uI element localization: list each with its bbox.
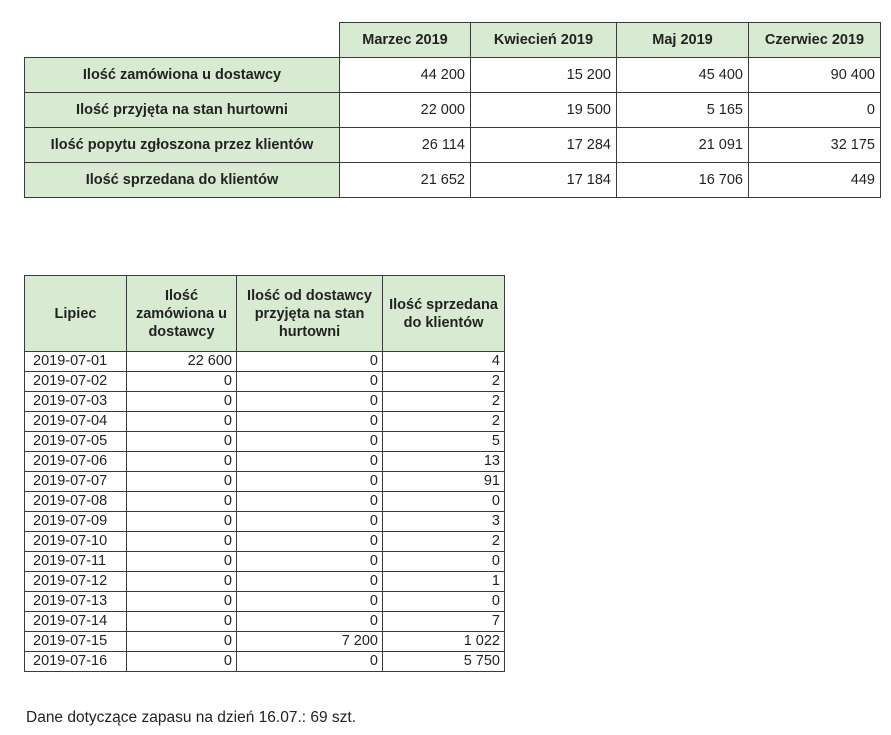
summary-cell: 21 091 <box>617 128 749 163</box>
daily-date-cell: 2019-07-05 <box>25 432 127 452</box>
summary-cell: 32 175 <box>749 128 881 163</box>
daily-received-cell: 0 <box>237 612 383 632</box>
summary-row <box>25 163 881 198</box>
daily-ordered-cell: 0 <box>127 432 237 452</box>
daily-ordered-cell: 0 <box>127 612 237 632</box>
daily-date-cell: 2019-07-02 <box>25 372 127 392</box>
daily-sold-cell: 1 022 <box>383 632 505 652</box>
summary-row-label: Ilość sprzedana do klientów <box>25 163 340 198</box>
table-row <box>25 572 505 592</box>
daily-received-cell: 0 <box>237 652 383 672</box>
daily-received-cell: 0 <box>237 492 383 512</box>
summary-month-header: Kwiecień 2019 <box>471 23 617 58</box>
daily-ordered-cell: 0 <box>127 472 237 492</box>
daily-date-cell: 2019-07-11 <box>25 552 127 572</box>
daily-header-ordered: Ilość zamówiona u dostawcy <box>127 276 237 352</box>
daily-sold-cell: 3 <box>383 512 505 532</box>
stock-note: Dane dotyczące zapasu na dzień 16.07.: 69 szt. <box>26 709 357 726</box>
summary-row-label: Ilość przyjęta na stan hurtowni <box>25 93 340 128</box>
daily-ordered-cell: 0 <box>127 512 237 532</box>
monthly-summary-table <box>24 22 881 198</box>
table-row <box>25 372 505 392</box>
summary-row <box>25 93 881 128</box>
table-row <box>25 532 505 552</box>
summary-row-label: Ilość zamówiona u dostawcy <box>25 58 340 93</box>
daily-date-cell: 2019-07-09 <box>25 512 127 532</box>
table-row <box>25 492 505 512</box>
summary-month-header: Czerwiec 2019 <box>749 23 881 58</box>
summary-cell: 26 114 <box>340 128 471 163</box>
daily-received-cell: 0 <box>237 412 383 432</box>
daily-ordered-cell: 0 <box>127 652 237 672</box>
daily-sold-cell: 91 <box>383 472 505 492</box>
daily-july-table <box>24 275 505 672</box>
daily-date-cell: 2019-07-06 <box>25 452 127 472</box>
table-row <box>25 592 505 612</box>
table-row <box>25 352 505 372</box>
daily-sold-cell: 2 <box>383 412 505 432</box>
table-row <box>25 472 505 492</box>
summary-cell: 21 652 <box>340 163 471 198</box>
summary-row <box>25 58 881 93</box>
daily-date-cell: 2019-07-01 <box>25 352 127 372</box>
summary-header-row <box>25 23 881 58</box>
summary-cell: 5 165 <box>617 93 749 128</box>
daily-table-body <box>25 352 505 672</box>
summary-corner-cell <box>25 23 340 58</box>
daily-received-cell: 0 <box>237 352 383 372</box>
table-row <box>25 652 505 672</box>
daily-received-cell: 0 <box>237 472 383 492</box>
daily-ordered-cell: 0 <box>127 632 237 652</box>
daily-received-cell: 0 <box>237 552 383 572</box>
daily-sold-cell: 4 <box>383 352 505 372</box>
summary-month-header: Marzec 2019 <box>340 23 471 58</box>
daily-ordered-cell: 0 <box>127 392 237 412</box>
summary-cell: 19 500 <box>471 93 617 128</box>
daily-ordered-cell: 22 600 <box>127 352 237 372</box>
daily-date-cell: 2019-07-12 <box>25 572 127 592</box>
daily-ordered-cell: 0 <box>127 532 237 552</box>
daily-header-month: Lipiec <box>25 276 127 352</box>
daily-received-cell: 0 <box>237 512 383 532</box>
summary-cell: 0 <box>749 93 881 128</box>
daily-ordered-cell: 0 <box>127 552 237 572</box>
table-row <box>25 552 505 572</box>
daily-ordered-cell: 0 <box>127 412 237 432</box>
daily-received-cell: 0 <box>237 592 383 612</box>
table-row <box>25 432 505 452</box>
daily-sold-cell: 7 <box>383 612 505 632</box>
summary-row-label: Ilość popytu zgłoszona przez klientów <box>25 128 340 163</box>
daily-date-cell: 2019-07-13 <box>25 592 127 612</box>
daily-received-cell: 7 200 <box>237 632 383 652</box>
daily-sold-cell: 13 <box>383 452 505 472</box>
table-row <box>25 632 505 652</box>
summary-cell: 90 400 <box>749 58 881 93</box>
daily-ordered-cell: 0 <box>127 492 237 512</box>
daily-date-cell: 2019-07-14 <box>25 612 127 632</box>
daily-sold-cell: 5 <box>383 432 505 452</box>
daily-date-cell: 2019-07-15 <box>25 632 127 652</box>
daily-header-sold: Ilość sprzedana do klientów <box>383 276 505 352</box>
daily-sold-cell: 1 <box>383 572 505 592</box>
daily-sold-cell: 2 <box>383 372 505 392</box>
daily-sold-cell: 0 <box>383 552 505 572</box>
daily-date-cell: 2019-07-08 <box>25 492 127 512</box>
daily-ordered-cell: 0 <box>127 452 237 472</box>
daily-date-cell: 2019-07-03 <box>25 392 127 412</box>
daily-received-cell: 0 <box>237 572 383 592</box>
daily-sold-cell: 2 <box>383 532 505 552</box>
daily-header-received: Ilość od dostawcy przyjęta na stan hurtowni <box>237 276 383 352</box>
daily-received-cell: 0 <box>237 432 383 452</box>
summary-cell: 17 184 <box>471 163 617 198</box>
daily-header-row <box>25 276 505 352</box>
summary-cell: 22 000 <box>340 93 471 128</box>
table-row <box>25 512 505 532</box>
table-row <box>25 412 505 432</box>
table-row <box>25 452 505 472</box>
summary-month-header: Maj 2019 <box>617 23 749 58</box>
summary-cell: 45 400 <box>617 58 749 93</box>
daily-ordered-cell: 0 <box>127 592 237 612</box>
daily-sold-cell: 0 <box>383 592 505 612</box>
daily-date-cell: 2019-07-07 <box>25 472 127 492</box>
daily-date-cell: 2019-07-10 <box>25 532 127 552</box>
summary-cell: 17 284 <box>471 128 617 163</box>
summary-row <box>25 128 881 163</box>
daily-sold-cell: 2 <box>383 392 505 412</box>
daily-sold-cell: 5 750 <box>383 652 505 672</box>
daily-date-cell: 2019-07-16 <box>25 652 127 672</box>
daily-received-cell: 0 <box>237 532 383 552</box>
table-row <box>25 392 505 412</box>
summary-cell: 44 200 <box>340 58 471 93</box>
daily-received-cell: 0 <box>237 452 383 472</box>
daily-sold-cell: 0 <box>383 492 505 512</box>
daily-received-cell: 0 <box>237 372 383 392</box>
daily-ordered-cell: 0 <box>127 372 237 392</box>
daily-date-cell: 2019-07-04 <box>25 412 127 432</box>
summary-cell: 16 706 <box>617 163 749 198</box>
table-row <box>25 612 505 632</box>
summary-cell: 15 200 <box>471 58 617 93</box>
daily-ordered-cell: 0 <box>127 572 237 592</box>
summary-cell: 449 <box>749 163 881 198</box>
daily-received-cell: 0 <box>237 392 383 412</box>
